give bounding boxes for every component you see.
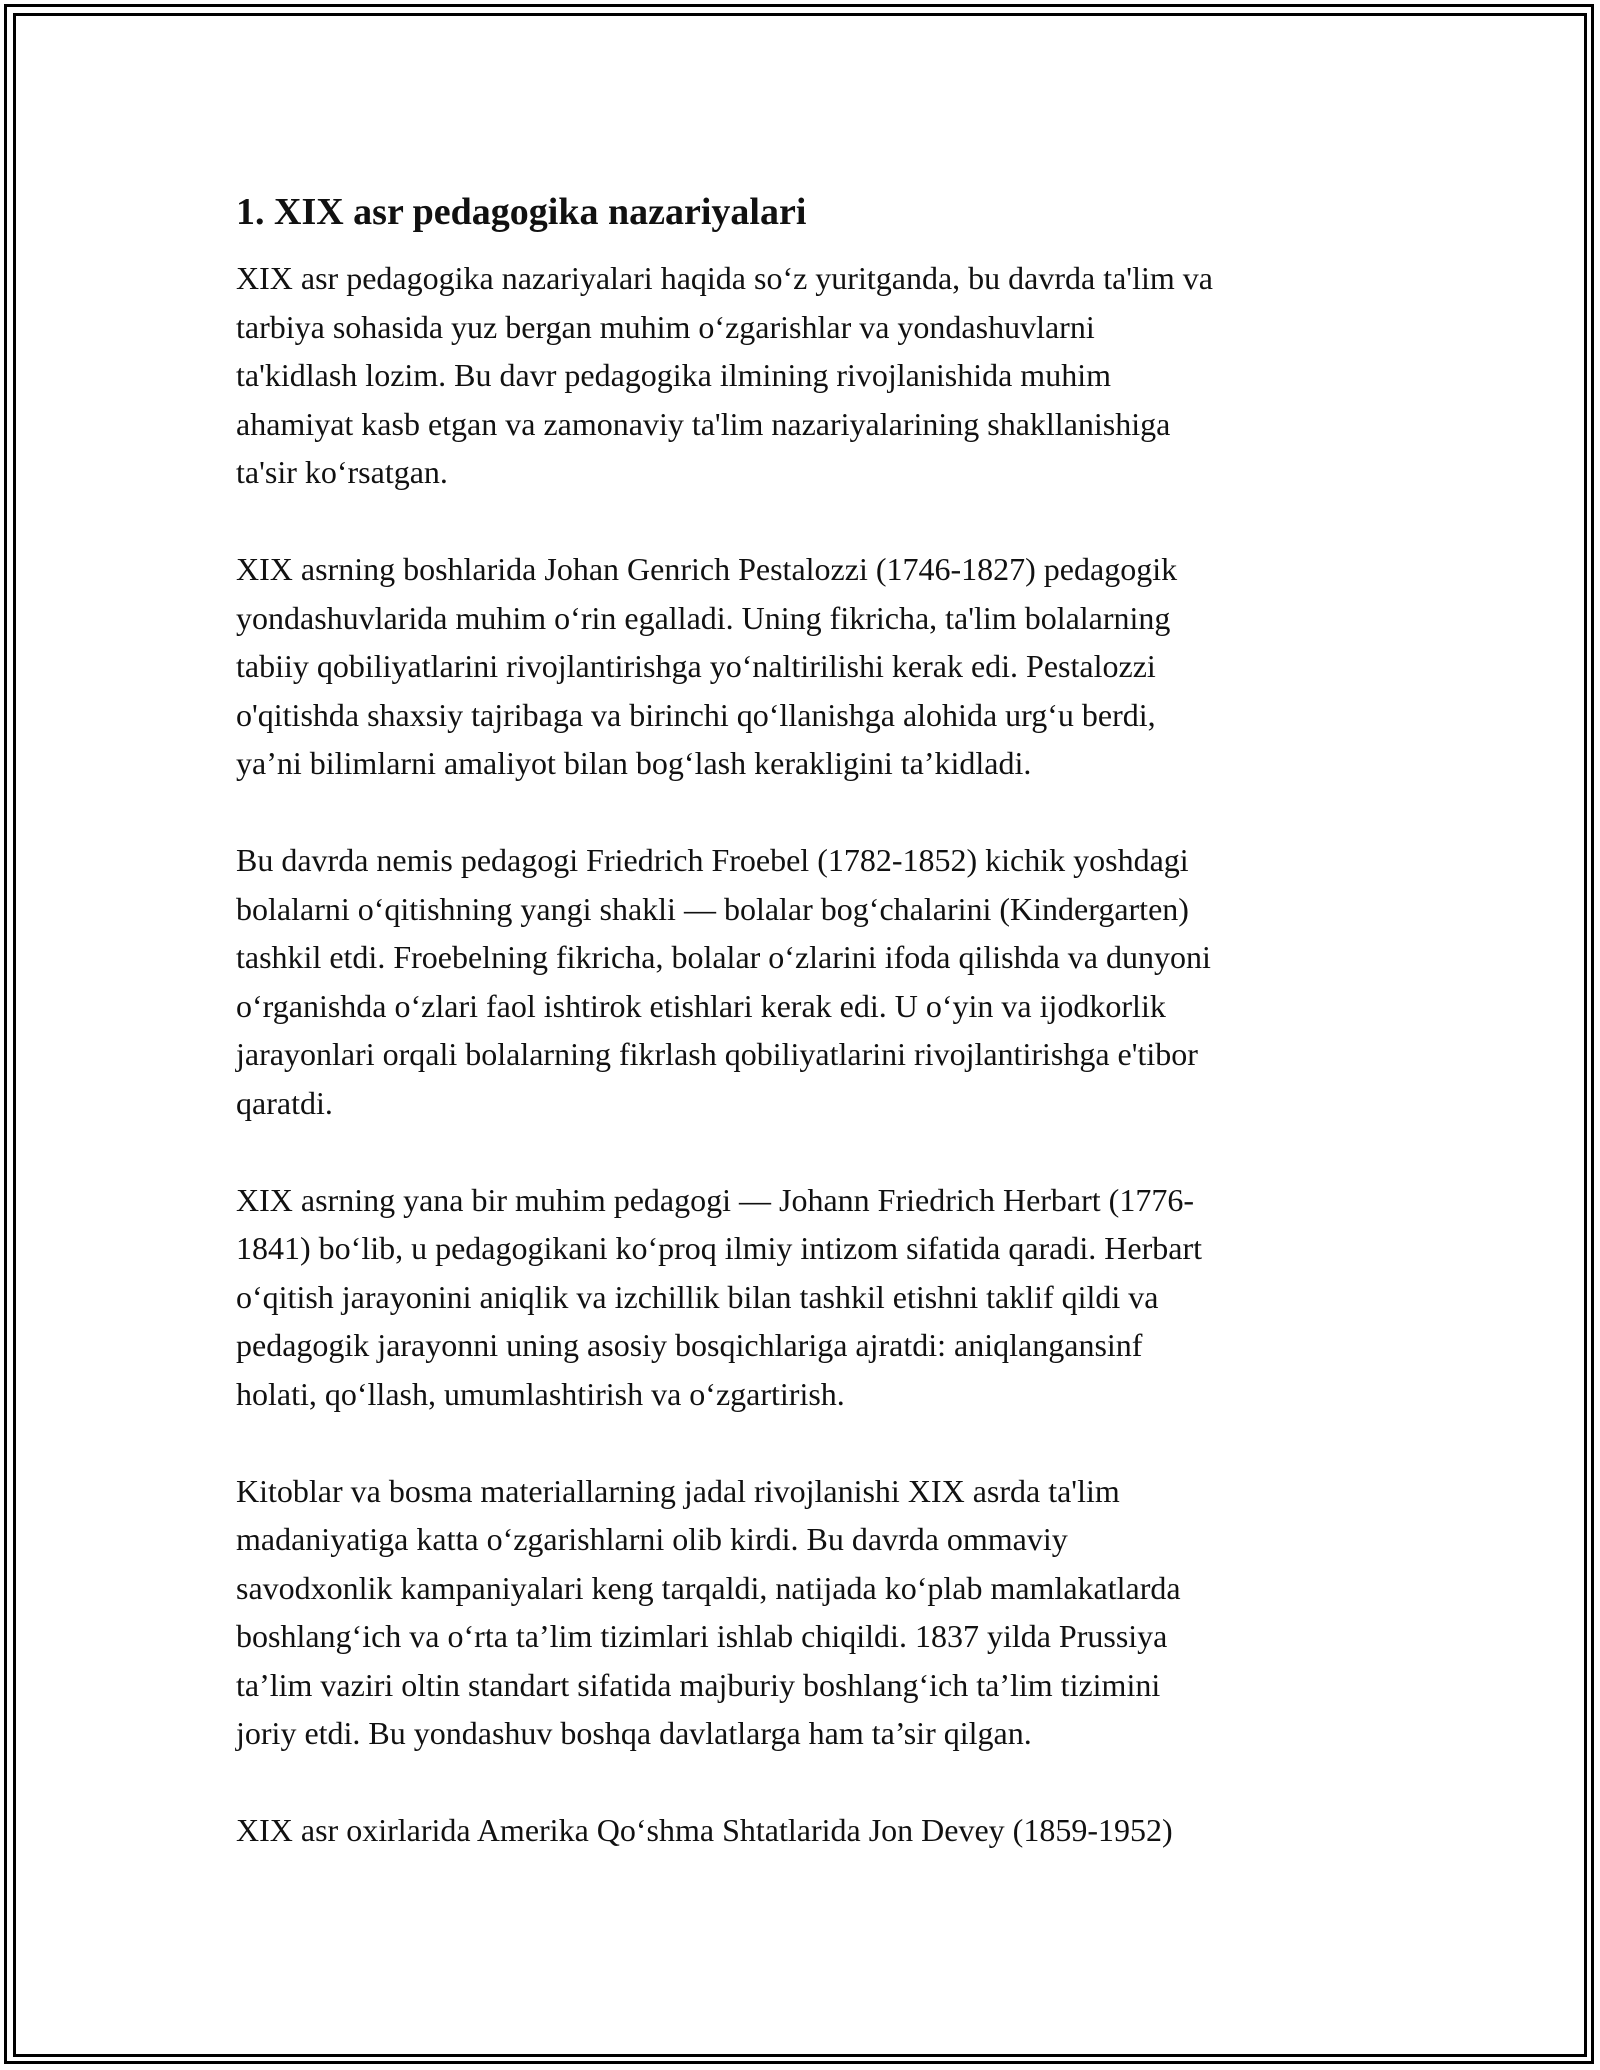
paragraph-intro: XIX asr pedagogika nazariyalari haqida so‘z yuritganda, bu davrda ta'lim va tarbiya sohasida yuz bergan muhim o‘zgarishlar va yondashuvlarni ta'kidlash lozim. Bu davr pedagogika ilmining rivojlanishida muhim ahamiyat kasb etgan va zamonaviy ta'lim nazariyalarining shakllanishiga ta'sir ko‘rsatgan. (236, 260, 1213, 490)
paragraph-pestalozzi: XIX asrning boshlarida Johan Genrich Pestalozzi (1746-1827) pedagogik yondashuvlarida muhim o‘rin egalladi. Uning fikricha, ta'lim bolalarning tabiiy qobiliyatlarini rivojlantirishga yo‘naltirilishi kerak edi. Pestalozzi o'qitishda shaxsiy tajribaga va birinchi qo‘llanishga alohida urg‘u berdi, ya’ni bilimlarni amaliyot bilan bog‘lash kerakligini ta’kidladi. (236, 551, 1178, 781)
paragraph-printing: Kitoblar va bosma materiallarning jadal rivojlanishi XIX asrda ta'lim madaniyatiga katta o‘zgarishlarni olib kirdi. Bu davrda ommaviy savodxonlik kampaniyalari keng tarqaldi, natijada ko‘plab mamlakatlarda boshlang‘ich va o‘rta ta’lim tizimlari ishlab chiqildi. 1837 yilda Prussiya ta’lim vaziri oltin standart sifatida majburiy boshlang‘ich ta’lim tizimini joriy etdi. Bu yondashuv boshqa davlatlarga ham ta’sir qilgan. (236, 1472, 1181, 1751)
paragraph-froebel: Bu davrda nemis pedagogi Friedrich Froebel (1782-1852) kichik yoshdagi bolalarni o‘qitishning yangi shakli — bolalar bog‘chalarini (Kindergarten) tashkil etdi. Froebelning fikricha, bolalar o‘zlarini ifoda qilishda va dunyoni o‘rganishda o‘zlari faol ishtirok etishlari kerak edi. U o‘yin va ijodkorlik jarayonlari orqali bolalarning fikrlash qobiliyatlarini rivojlantirishga e'tibor qaratdi. (236, 842, 1211, 1121)
section-heading: 1. XIX asr pedagogika nazariyalari (236, 191, 807, 233)
document-body (236, 188, 1366, 1855)
paragraph-herbart: XIX asrning yana bir muhim pedagogi — Johann Friedrich Herbart (1776- 1841) bo‘lib, u pedagogikani ko‘proq ilmiy intizom sifatida qaradi. Herbart o‘qitish jarayonini aniqlik va izchillik bilan tashkil etishni taklif qildi va pedagogik jarayonni uning asosiy bosqichlariga ajratdi: aniqlangansinf holati, qo‘llash, umumlashtirish va o‘zgartirish. (236, 1181, 1202, 1412)
paragraph-dewey: XIX asr oxirlarida Amerika Qo‘shma Shtatlarida Jon Devey (1859-1952) (236, 1812, 1173, 1848)
